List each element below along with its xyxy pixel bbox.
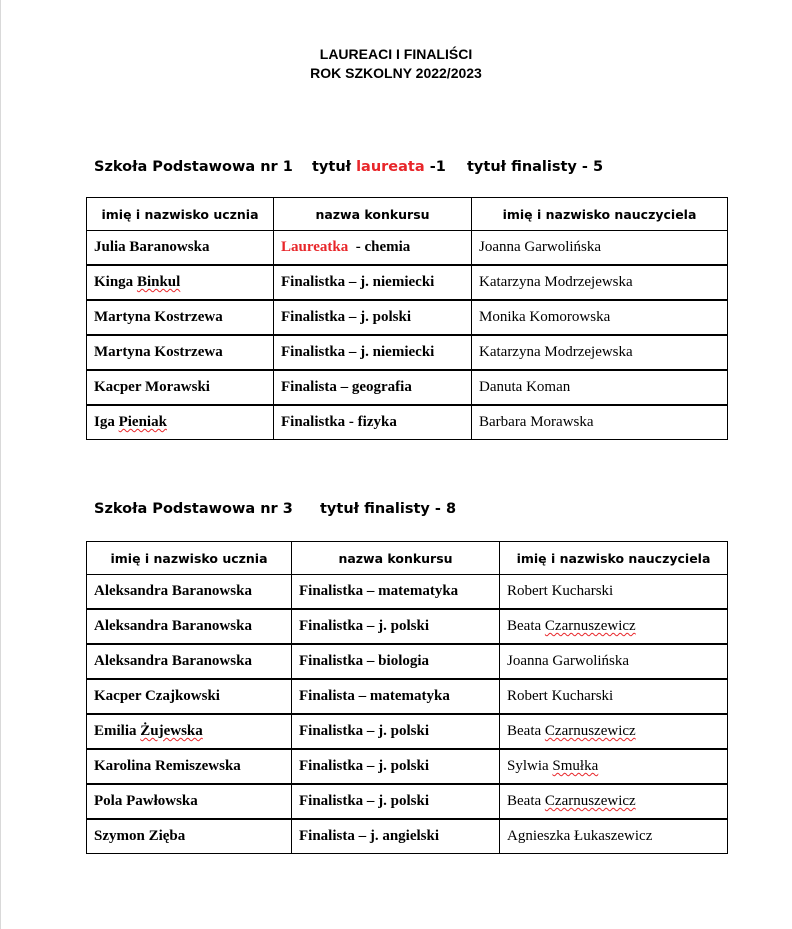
- student-last: Żujewska: [140, 723, 203, 739]
- teacher-last: Smułka: [552, 758, 599, 774]
- doc-title-line2: ROK SZKOLNY 2022/2023: [310, 65, 482, 81]
- header-teacher: imię i nazwisko nauczyciela: [500, 542, 728, 575]
- student-cell: Aleksandra Baranowska: [87, 575, 292, 610]
- table-row: [87, 265, 728, 300]
- table-row: [87, 335, 728, 370]
- teacher-last: Czarnuszewicz: [544, 618, 636, 634]
- teacher-cell: [500, 784, 728, 819]
- laureate-prefix: tytuł: [312, 159, 357, 175]
- teacher-cell: [500, 714, 728, 749]
- table-row: [87, 644, 728, 679]
- header-teacher: imię i nazwisko nauczyciela: [472, 198, 728, 231]
- teacher-cell: Katarzyna Modrzejewska: [472, 265, 728, 300]
- school3-finalist-summary: tytuł finalisty - 8: [320, 501, 457, 517]
- student-cell: Aleksandra Baranowska: [87, 644, 292, 679]
- student-cell: [87, 405, 274, 440]
- student-cell: Kacper Czajkowski: [87, 679, 292, 714]
- teacher-cell: [500, 609, 728, 644]
- contest-name: - chemia: [348, 239, 411, 255]
- header-contest: nazwa konkursu: [274, 198, 472, 231]
- table-header-row: [87, 198, 728, 231]
- teacher-first: Beata: [507, 618, 545, 634]
- contest-cell: Finalistka – j. polski: [292, 749, 500, 784]
- teacher-last: Czarnuszewicz: [544, 793, 636, 809]
- student-first: Emilia: [94, 723, 141, 739]
- student-cell: Pola Pawłowska: [87, 784, 292, 819]
- teacher-cell: Monika Komorowska: [472, 300, 728, 335]
- student-cell: Julia Baranowska: [87, 231, 274, 266]
- table-row: [87, 714, 728, 749]
- school1-name: Szkoła Podstawowa nr 1: [94, 159, 293, 175]
- laureate-count: -1: [424, 159, 446, 175]
- school1-laureate-summary: [312, 159, 446, 175]
- teacher-first: Sylwia: [507, 758, 553, 774]
- teacher-cell: Agnieszka Łukaszewicz: [500, 819, 728, 854]
- student-cell: Aleksandra Baranowska: [87, 609, 292, 644]
- contest-cell: Finalistka – j. niemiecki: [274, 265, 472, 300]
- student-cell: Szymon Zięba: [87, 819, 292, 854]
- student-cell: [87, 714, 292, 749]
- laureate-label: Laureatka: [281, 239, 349, 255]
- school1-table: [86, 197, 728, 440]
- contest-cell: Finalistka - fizyka: [274, 405, 472, 440]
- contest-cell: Finalista – j. angielski: [292, 819, 500, 854]
- teacher-first: Beata: [507, 723, 545, 739]
- teacher-cell: Danuta Koman: [472, 370, 728, 405]
- table-row: [87, 609, 728, 644]
- header-student: imię i nazwisko ucznia: [87, 542, 292, 575]
- student-cell: Martyna Kostrzewa: [87, 300, 274, 335]
- table-row: [87, 370, 728, 405]
- teacher-cell: Barbara Morawska: [472, 405, 728, 440]
- teacher-first: Beata: [507, 793, 545, 809]
- student-last: Binkul: [136, 274, 181, 290]
- student-cell: Karolina Remiszewska: [87, 749, 292, 784]
- table-row: [87, 405, 728, 440]
- contest-cell: Finalistka – matematyka: [292, 575, 500, 610]
- laureate-word: laureata: [356, 159, 425, 175]
- table-row: [87, 819, 728, 854]
- student-cell: Martyna Kostrzewa: [87, 335, 274, 370]
- student-cell: Kacper Morawski: [87, 370, 274, 405]
- contest-cell: Finalistka – j. polski: [292, 609, 500, 644]
- table-row: [87, 300, 728, 335]
- contest-cell: Finalistka – j. polski: [292, 714, 500, 749]
- contest-cell: Finalista – matematyka: [292, 679, 500, 714]
- teacher-cell: [500, 749, 728, 784]
- student-first: Kinga: [94, 274, 137, 290]
- table-header-row: [87, 542, 728, 575]
- teacher-cell: Joanna Garwolińska: [500, 644, 728, 679]
- contest-cell: Finalistka – j. polski: [274, 300, 472, 335]
- teacher-cell: Robert Kucharski: [500, 575, 728, 610]
- table-row: [87, 231, 728, 266]
- student-last: Pieniak: [118, 414, 167, 430]
- table-row: [87, 575, 728, 610]
- teacher-cell: Robert Kucharski: [500, 679, 728, 714]
- header-contest: nazwa konkursu: [292, 542, 500, 575]
- student-first: Iga: [94, 414, 119, 430]
- table-row: [87, 679, 728, 714]
- contest-cell: Finalistka – biologia: [292, 644, 500, 679]
- header-student: imię i nazwisko ucznia: [87, 198, 274, 231]
- contest-cell: Finalistka – j. niemiecki: [274, 335, 472, 370]
- teacher-last: Czarnuszewicz: [544, 723, 636, 739]
- page-edge: [0, 0, 1, 929]
- school3-table: [86, 541, 728, 854]
- contest-cell: [274, 231, 472, 266]
- table-row: [87, 749, 728, 784]
- doc-title-line1: LAUREACI I FINALIŚCI: [319, 46, 473, 62]
- table-row: [87, 784, 728, 819]
- teacher-cell: Katarzyna Modrzejewska: [472, 335, 728, 370]
- student-cell: [87, 265, 274, 300]
- teacher-cell: Joanna Garwolińska: [472, 231, 728, 266]
- contest-cell: Finalista – geografia: [274, 370, 472, 405]
- school3-name: Szkoła Podstawowa nr 3: [94, 501, 293, 517]
- school1-finalist-summary: tytuł finalisty - 5: [467, 159, 604, 175]
- contest-cell: Finalistka – j. polski: [292, 784, 500, 819]
